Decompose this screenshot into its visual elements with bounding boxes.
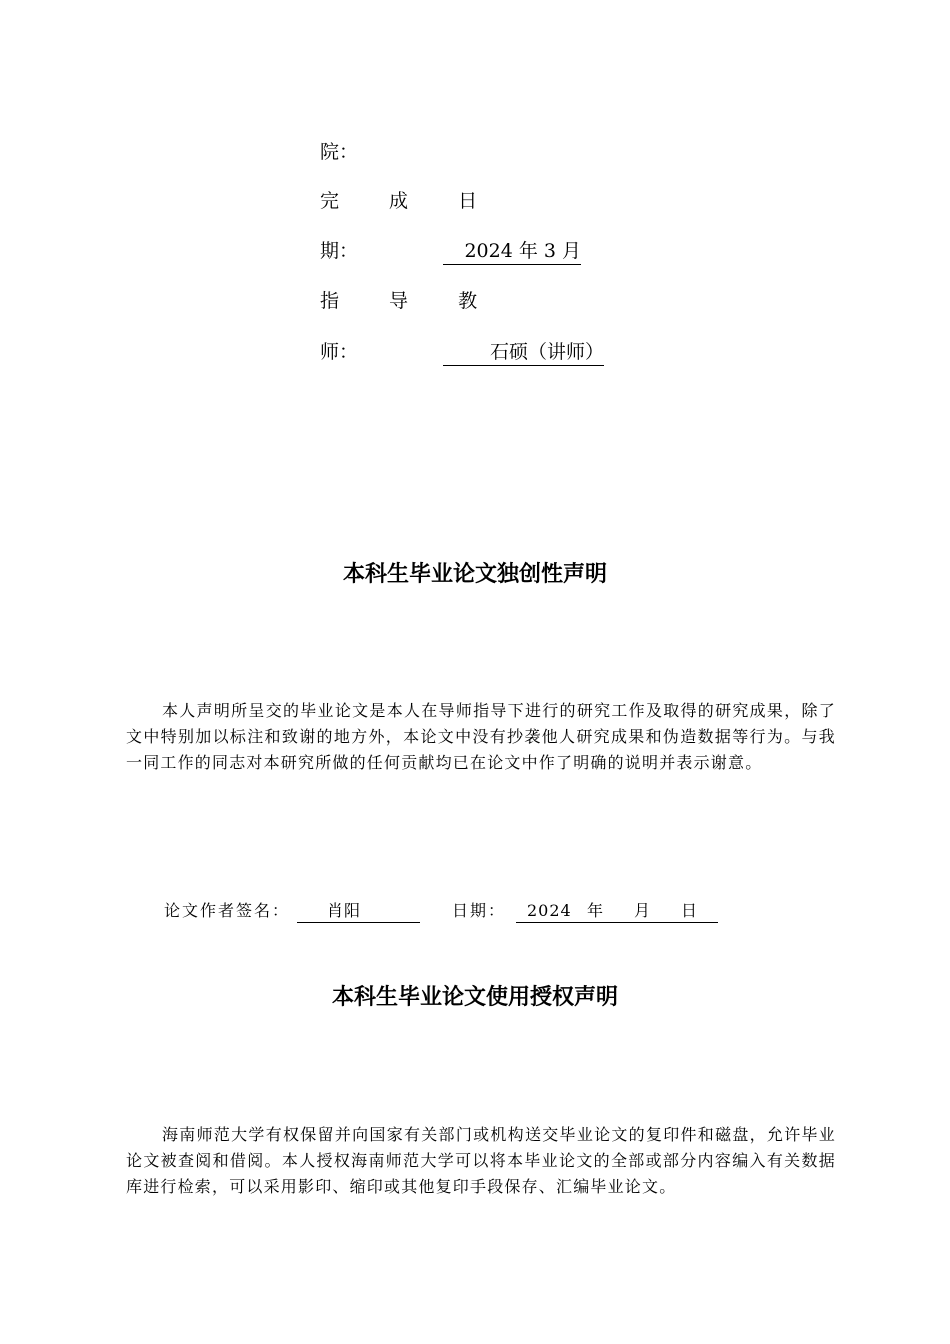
advisor-label-line2: 师： bbox=[320, 341, 359, 363]
date-day-unit: 日 bbox=[681, 901, 699, 920]
completion-date-label-line2: 期： bbox=[320, 240, 359, 262]
date-month-unit: 月 bbox=[634, 901, 652, 920]
completion-date-label-line1: 完 成 日 bbox=[320, 190, 500, 212]
authorization-body: 海南师范大学有权保留并向国家有关部门或机构送交毕业论文的复印件和磁盘，允许毕业论文被查阅和借阅。本人授权海南师范大学可以将本毕业论文的全部或部分内容编入有关数据库进行检索，可以采用影印、缩印或其他复印手段保存、汇编毕业论文。 bbox=[126, 1125, 836, 1196]
originality-body: 本人声明所呈交的毕业论文是本人在导师指导下进行的研究工作及取得的研究成果，除了文中特别加以标注和致谢的地方外，本论文中没有抄袭他人研究成果和伪造数据等行为。与我一同工作的同志对本研究所做的任何贡献均已在论文中作了明确的说明并表示谢意。 bbox=[126, 701, 836, 772]
date-year-unit: 年 bbox=[587, 901, 605, 920]
author-sign-label: 论文作者签名： bbox=[164, 901, 291, 920]
date-year: 2024 bbox=[527, 901, 572, 920]
advisor-value: 石硕（讲师） bbox=[443, 340, 604, 366]
advisor-label-line1: 指 导 教 bbox=[320, 290, 500, 312]
college-label: 院： bbox=[320, 141, 359, 163]
date-label: 日期： bbox=[452, 901, 507, 920]
author-name: 肖阳 bbox=[327, 901, 362, 920]
authorization-title: 本科生毕业论文使用授权声明 bbox=[331, 985, 618, 1010]
completion-date-value: 2024 年 3 月 bbox=[443, 239, 581, 265]
date-field bbox=[516, 900, 718, 923]
originality-title: 本科生毕业论文独创性声明 bbox=[342, 562, 607, 587]
author-signature-field bbox=[297, 900, 420, 923]
